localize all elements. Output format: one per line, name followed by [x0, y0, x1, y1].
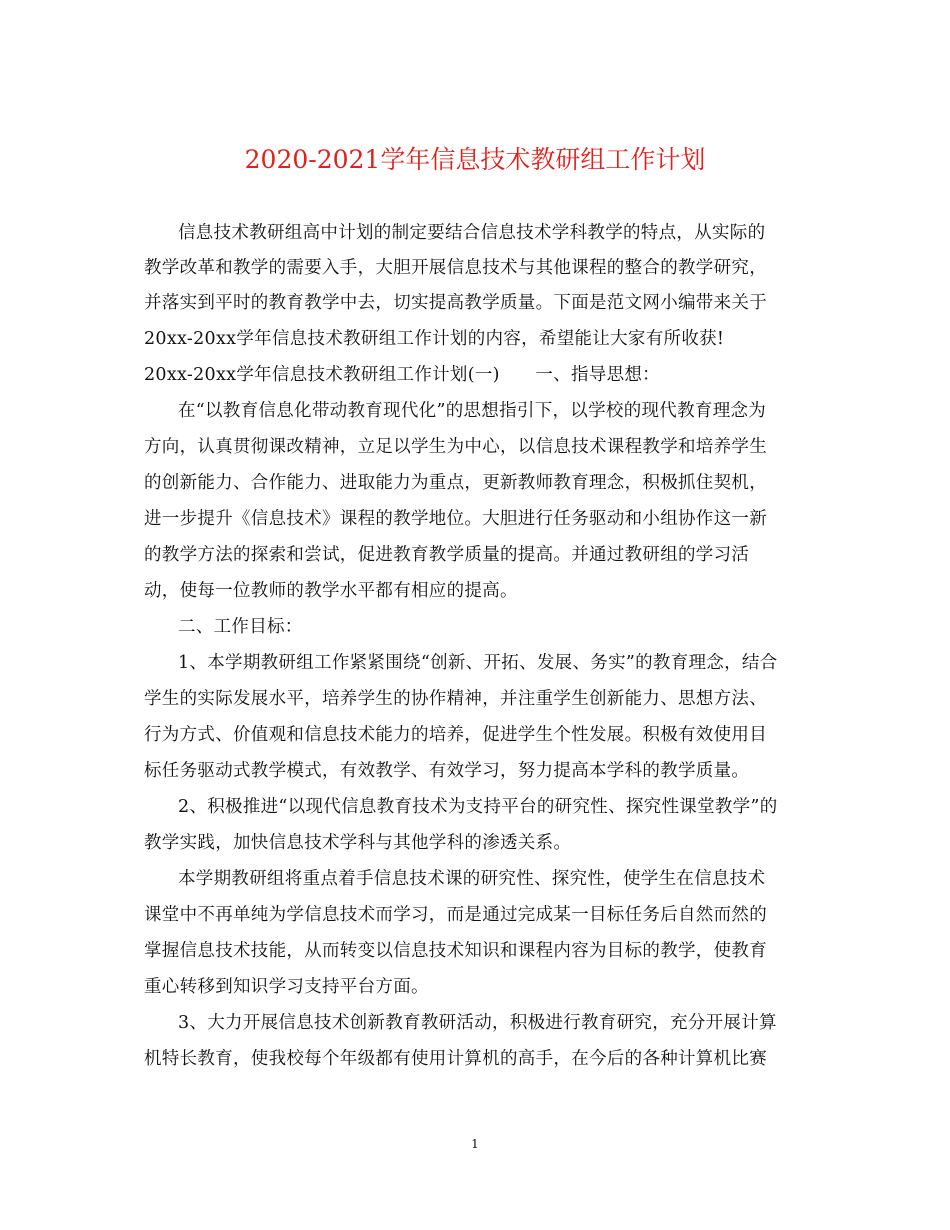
- body-line-16: 标任务驱动式教学模式，有效教学、有效学习，努力提高本学科的教学质量。: [144, 761, 750, 781]
- body-line-5: 20xx-20xx学年信息技术教研组工作计划(一) 一、指导思想：: [144, 365, 660, 385]
- body-line-1: 信息技术教研组高中计划的制定要结合信息技术学科教学的特点，从实际的: [178, 223, 766, 243]
- body-line-4: 20xx-20xx学年信息技术教研组工作计划的内容，希望能让大家有所收获!: [144, 329, 725, 349]
- body-line-8: 的创新能力、合作能力、进取能力为重点，更新教师教育理念，积极抓住契机，: [144, 473, 767, 493]
- body-line-21: 掌握信息技术技能，从而转变以信息技术知识和课程内容为目标的教学，使教育: [144, 941, 767, 961]
- body-line-18: 教学实践，加快信息技术学科与其他学科的渗透关系。: [144, 833, 572, 853]
- body-line-6: 在“以教育信息化带动教育现代化”的思想指引下，以学校的现代教育理念为: [178, 401, 767, 421]
- page-number: 1: [471, 1137, 479, 1151]
- document-title: 2020-2021学年信息技术教研组工作计划: [244, 145, 706, 174]
- body-line-24: 机特长教育，使我校每个年级都有使用计算机的高手，在今后的各种计算机比赛: [144, 1049, 767, 1069]
- body-line-10: 的教学方法的探索和尝试，促进教育教学质量的提高。并通过教研组的学习活: [144, 545, 750, 565]
- body-line-7: 方向，认真贯彻课改精神，立足以学生为中心，以信息技术课程教学和培养学生: [144, 437, 767, 457]
- body-line-14: 学生的实际发展水平，培养学生的协作精神，并注重学生创新能力、思想方法、: [144, 689, 767, 709]
- body-line-23: 3、大力开展信息技术创新教育教研活动，积极进行教育研究，充分开展计算: [178, 1013, 777, 1033]
- body-line-3: 并落实到平时的教育教学中去，切实提高教学质量。下面是范文网小编带来关于: [144, 293, 767, 313]
- body-line-17: 2、积极推进“以现代信息教育技术为支持平台的研究性、探究性课堂教学”的: [178, 797, 778, 817]
- body-line-9: 进一步提升《信息技术》课程的教学地位。大胆进行任务驱动和小组协作这一新: [144, 509, 767, 529]
- body-line-11: 动，使每一位教师的教学水平都有相应的提高。: [144, 581, 518, 601]
- body-line-15: 行为方式、价值观和信息技术能力的培养，促进学生个性发展。积极有效使用目: [144, 725, 767, 745]
- body-line-22: 重心转移到知识学习支持平台方面。: [144, 977, 429, 997]
- body-line-12: 二、工作目标：: [178, 617, 303, 637]
- body-line-20: 课堂中不再单纯为学信息技术而学习，而是通过完成某一目标任务后自然而然的: [144, 905, 767, 925]
- body-line-19: 本学期教研组将重点着手信息技术课的研究性、探究性，使学生在信息技术: [178, 869, 766, 889]
- body-line-2: 教学改革和教学的需要入手，大胆开展信息技术与其他课程的整合的教学研究，: [144, 258, 767, 278]
- body-line-13: 1、本学期教研组工作紧紧围绕“创新、开拓、发展、务实”的教育理念，结合: [178, 653, 778, 673]
